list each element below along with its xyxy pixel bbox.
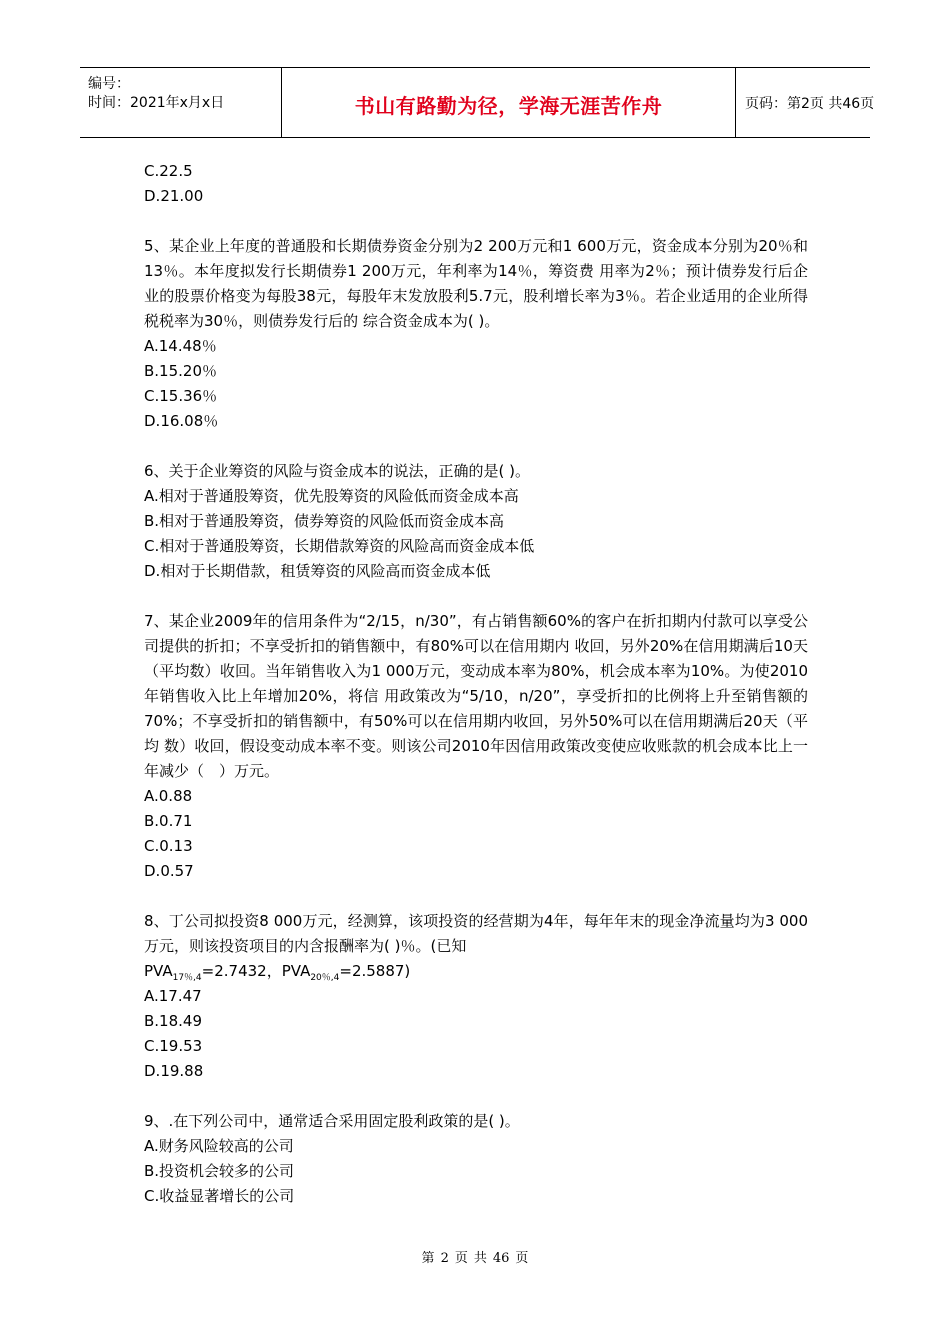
question-text: 7、某企业2009年的信用条件为“2/15，n/30”，有占销售额60%的客户在折扣期内付款可以享受公司提供的折扣；不享受折扣的销售额中，有80%可以在信用期内 收回，另外20%在信用期满后10天（平均数）收回。当年销售收入为1 000万元，变动成本率为80%，机会成本率为10%。为使2010年销售收入比上年增加20%，将信 用政策改为“5/10，n/20”，享受折扣的比例将上升至销售额的70%；不享受折扣的销售额中，有50%可以在信用期内收回，另外50%可以在信用期满后20天（平均 数）收回，假设变动成本率不变。则该公司2010年因信用政策改变使应收账款的机会成本比上一年减少（ ）万元。 xyxy=(144,612,808,780)
option: D.相对于长期借款，租赁筹资的风险高而资金成本低 xyxy=(144,562,491,580)
document-body xyxy=(144,159,808,1209)
option: A.0.88 xyxy=(144,787,193,805)
header-motto: 书山有路勤为径，学海无涯苦作舟 xyxy=(354,94,663,118)
footer-text: 页 xyxy=(454,1251,468,1266)
option: A.相对于普通股筹资，优先股筹资的风险低而资金成本高 xyxy=(144,487,519,505)
document-number-label: 编号： xyxy=(88,76,130,92)
page-header xyxy=(80,67,875,138)
question-text: 6、关于企业筹资的风险与资金成本的说法，正确的是( )。 xyxy=(144,462,531,480)
pva-subscript: 17％,4 xyxy=(172,973,202,983)
pva-value: =2.7432， xyxy=(201,962,282,980)
option: C.收益显著增长的公司 xyxy=(144,1187,295,1205)
header-meta-cell xyxy=(80,68,281,137)
document-date-label: 时间：2021年x月x日 xyxy=(88,95,225,111)
pva-values xyxy=(144,959,808,984)
footer-text: 共 xyxy=(473,1251,487,1266)
option: A.14.48％ xyxy=(144,337,217,355)
question-8 xyxy=(144,909,808,1084)
option: B.相对于普通股筹资，债券筹资的风险低而资金成本高 xyxy=(144,512,505,530)
option: B.投资机会较多的公司 xyxy=(144,1162,295,1180)
footer-page-number: 2 xyxy=(440,1251,449,1266)
option: A.财务风险较高的公司 xyxy=(144,1137,294,1155)
question-text-main: 8、丁公司拟投资8 000万元，经测算，该项投资的经营期为4年，每年年末的现金净流量均为3 000万元，则该投资项目的内含报酬率为( )％。(已知 xyxy=(144,912,808,955)
pva-subscript: 20％,4 xyxy=(310,973,340,983)
page-footer xyxy=(0,1247,950,1266)
footer-total-pages: 46 xyxy=(492,1251,510,1266)
option: B.18.49 xyxy=(144,1012,203,1030)
option: B.0.71 xyxy=(144,812,193,830)
option: C.22.5 xyxy=(144,162,193,180)
question-text xyxy=(144,909,808,959)
pva-value: =2.5887) xyxy=(339,962,411,980)
option: A.17.47 xyxy=(144,987,202,1005)
option: C.15.36％ xyxy=(144,387,218,405)
footer-text: 页 xyxy=(515,1251,529,1266)
question-7 xyxy=(144,609,808,884)
question-6 xyxy=(144,459,808,584)
header-motto-cell xyxy=(281,68,736,137)
header-page-cell xyxy=(735,68,875,137)
option: D.16.08％ xyxy=(144,412,219,430)
option: C.19.53 xyxy=(144,1037,203,1055)
option: B.15.20％ xyxy=(144,362,218,380)
question-text: 5、某企业上年度的普通股和长期债券资金分别为2 200万元和1 600万元，资金成本分别为20％和13％。本年度拟发行长期债券1 200万元，年利率为14％，筹资费 用率为2％；预计债券发行后企业的股票价格变为每股38元，每股年末发放股利5.7元，股利增长率为3％。若企业适用的企业所得税税率为30％，则债券发行后的 综合资金成本为( )。 xyxy=(144,237,808,330)
pva-symbol: PVA xyxy=(144,962,173,980)
question-text: 9、.在下列公司中，通常适合采用固定股利政策的是( )。 xyxy=(144,1112,520,1130)
option: D.0.57 xyxy=(144,862,194,880)
option: C.相对于普通股筹资，长期借款筹资的风险高而资金成本低 xyxy=(144,537,535,555)
footer-text: 第 xyxy=(421,1251,435,1266)
option: D.19.88 xyxy=(144,1062,204,1080)
option: D.21.00 xyxy=(144,187,204,205)
pva-symbol: PVA xyxy=(281,962,311,980)
option: C.0.13 xyxy=(144,837,193,855)
question-5 xyxy=(144,234,808,434)
question-9 xyxy=(144,1109,808,1209)
header-page-info: 页码：第2页 共46页 xyxy=(745,96,875,112)
